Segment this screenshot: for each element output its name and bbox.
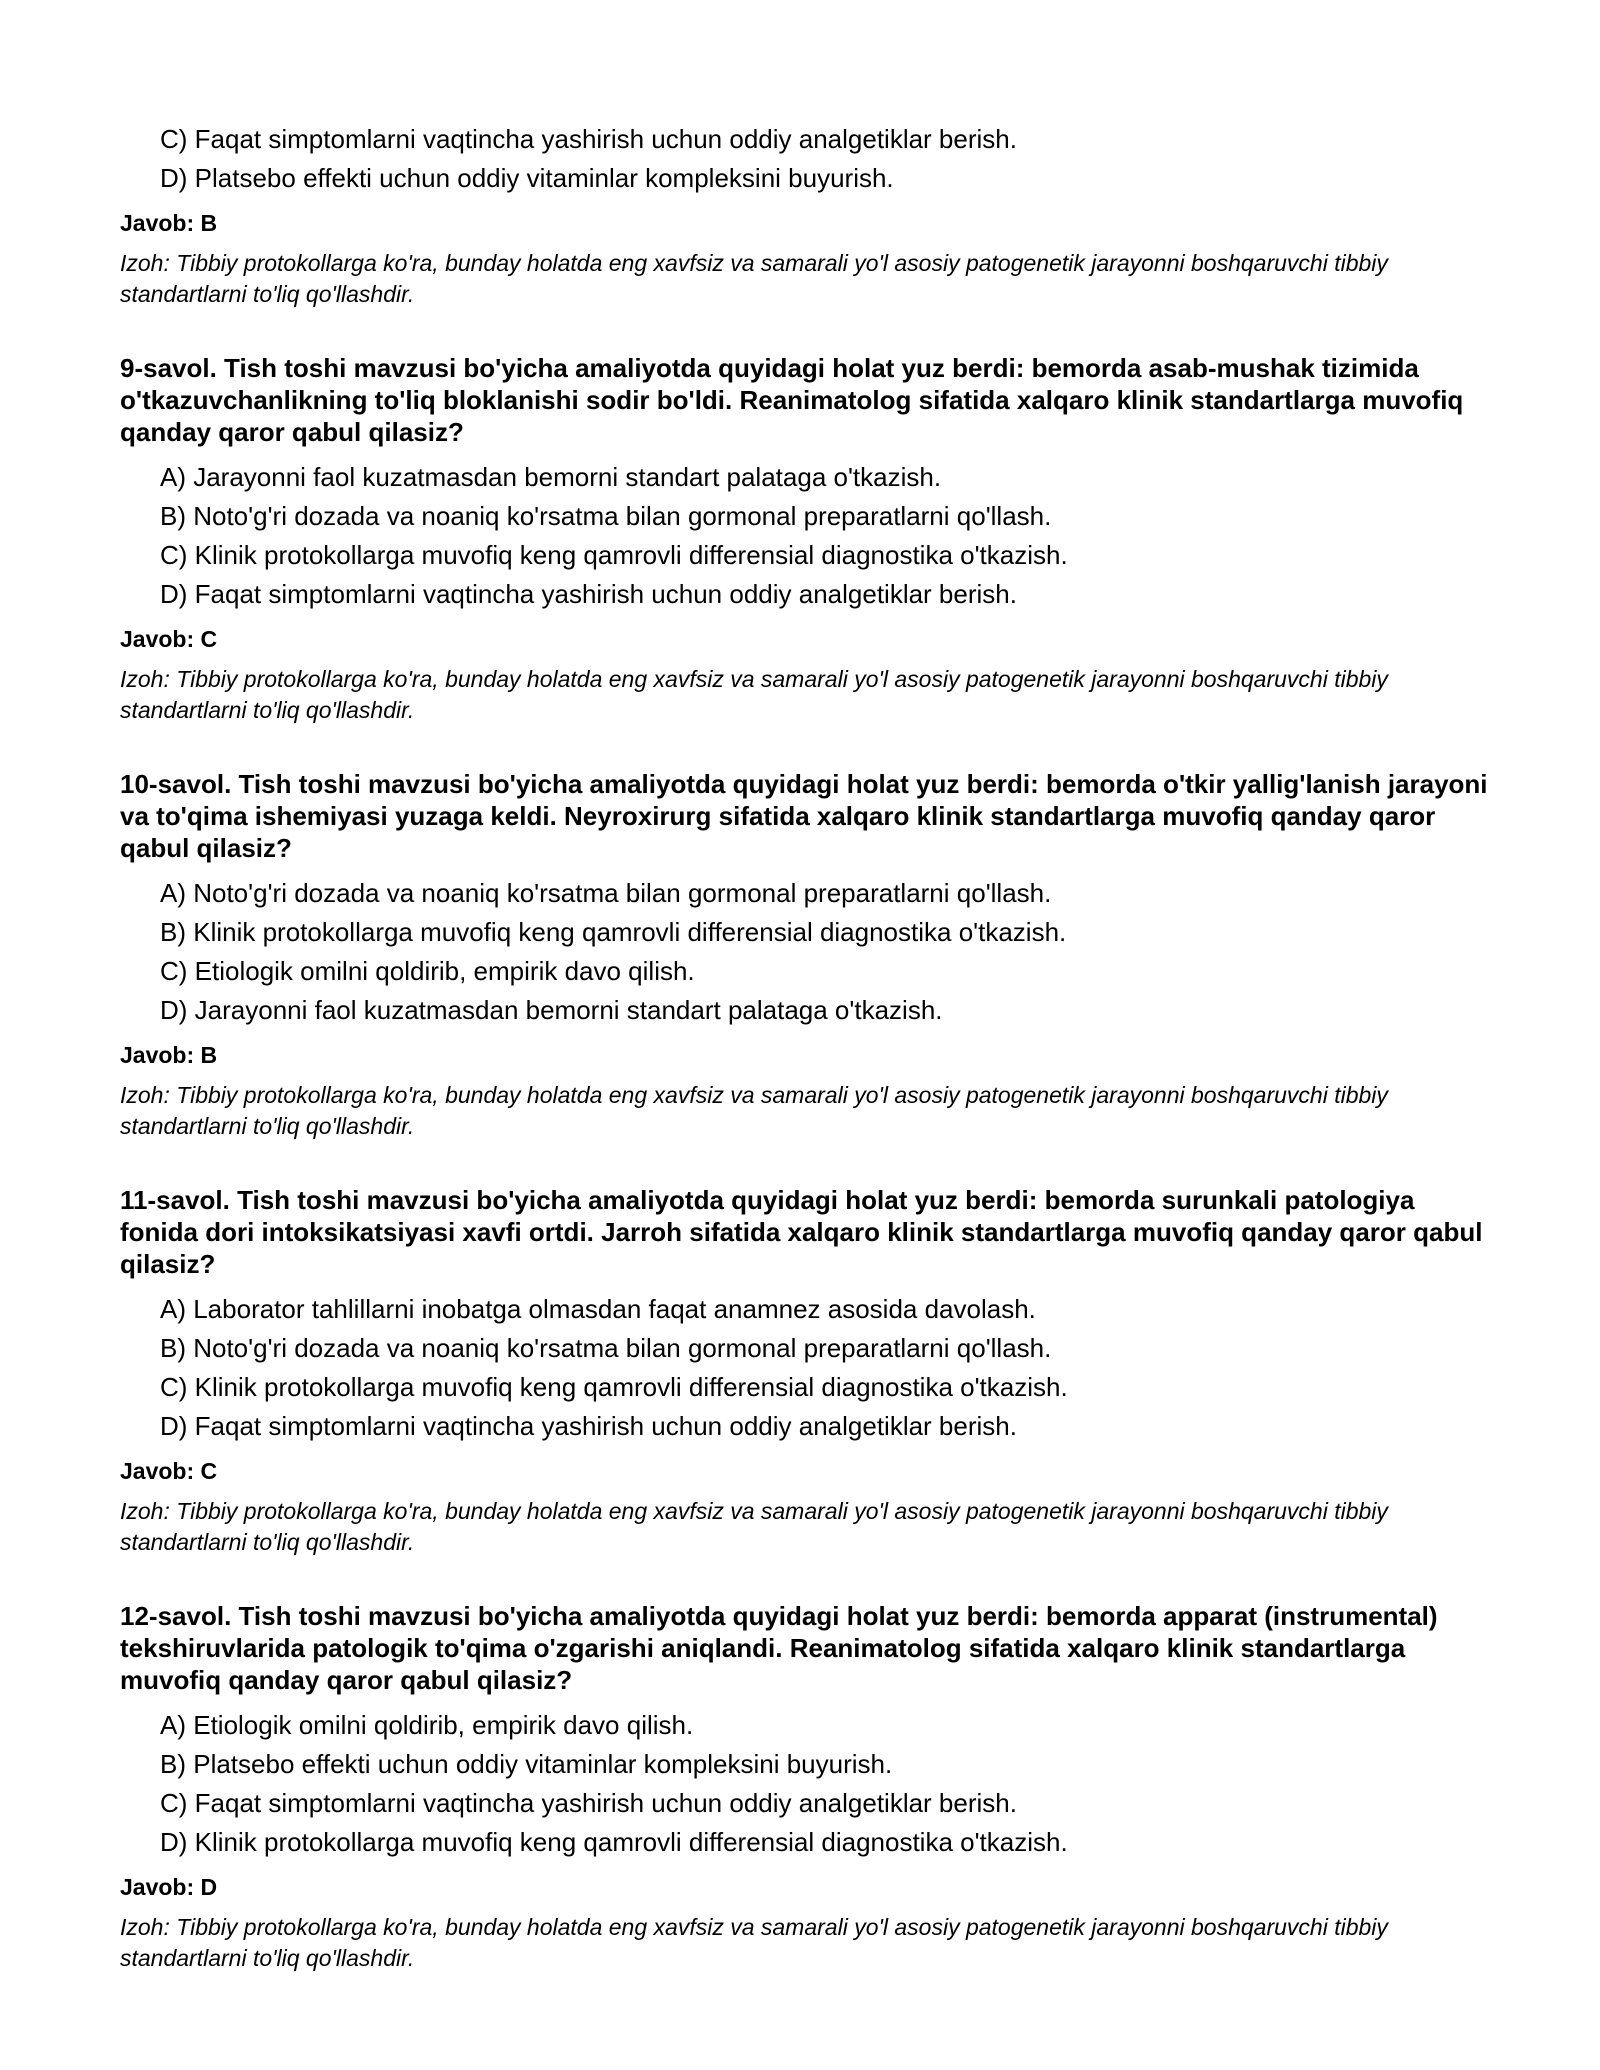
explanation-note: Izoh: Tibbiy protokollarga ko'ra, bunday holatda eng xavfsiz va samarali yo'l asosiy patogenetik jarayonni boshqaruvchi tibbiy standartlarni to'liq qo'llashdir.: [120, 1914, 1388, 1971]
option-d: D) Faqat simptomlarni vaqtincha yashirish uchun oddiy analgetiklar berish.: [160, 1411, 1017, 1441]
option-d: D) Klinik protokollarga muvofiq keng qamrovli differensial diagnostika o'tkazish.: [160, 1827, 1068, 1857]
option-c: C) Faqat simptomlarni vaqtincha yashirish uchun oddiy analgetiklar berish.: [160, 1788, 1017, 1818]
option-c: C) Faqat simptomlarni vaqtincha yashirish uchun oddiy analgetiklar berish.: [160, 124, 1017, 154]
question-text: 10-savol. Tish toshi mavzusi bo'yicha amaliyotda quyidagi holat yuz berdi: bemorda o'tkir yallig'lanish jarayoni va to'qima ishemiyasi yuzaga keldi. Neyroxirurg sifatida xalqaro klinik standartlarga muvofiq qanday qaror qabul qilasiz?: [120, 769, 1488, 863]
answer-label: Javob: C: [120, 626, 218, 652]
question-text: 9-savol. Tish toshi mavzusi bo'yicha amaliyotda quyidagi holat yuz berdi: bemorda asab-mushak tizimida o'tkazuvchanlikning to'liq bloklanishi sodir bo'ldi. Reanimatolog sifatida xalqaro klinik standartlarga muvofiq qanday qaror qabul qilasiz?: [120, 353, 1464, 447]
answer-label: Javob: D: [120, 1874, 218, 1900]
question-block-10: [120, 768, 1490, 1142]
option-b: B) Noto'g'ri dozada va noaniq ko'rsatma bilan gormonal preparatlarni qo'llash.: [160, 501, 1052, 531]
answer-label: Javob: B: [120, 210, 218, 236]
answer-label: Javob: C: [120, 1458, 218, 1484]
question-block-9: [120, 352, 1490, 726]
option-a: A) Jarayonni faol kuzatmasdan bemorni standart palataga o'tkazish.: [160, 462, 942, 492]
option-c: C) Klinik protokollarga muvofiq keng qamrovli differensial diagnostika o'tkazish.: [160, 540, 1068, 570]
answer-label: Javob: B: [120, 1042, 218, 1068]
option-a: A) Laborator tahlillarni inobatga olmasdan faqat anamnez asosida davolash.: [160, 1294, 1036, 1324]
option-b: B) Noto'g'ri dozada va noaniq ko'rsatma bilan gormonal preparatlarni qo'llash.: [160, 1333, 1052, 1363]
option-b: B) Klinik protokollarga muvofiq keng qamrovli differensial diagnostika o'tkazish.: [160, 917, 1067, 947]
option-d: D) Platsebo effekti uchun oddiy vitaminlar kompleksini buyurish.: [160, 163, 894, 193]
option-d: D) Faqat simptomlarni vaqtincha yashirish uchun oddiy analgetiklar berish.: [160, 579, 1017, 609]
explanation-note: Izoh: Tibbiy protokollarga ko'ra, bunday holatda eng xavfsiz va samarali yo'l asosiy patogenetik jarayonni boshqaruvchi tibbiy standartlarni to'liq qo'llashdir.: [120, 666, 1388, 723]
question-text: 12-savol. Tish toshi mavzusi bo'yicha amaliyotda quyidagi holat yuz berdi: bemorda apparat (instrumental) tekshiruvlarida patologik to'qima o'zgarishi aniqlandi. Reanimatolog sifatida xalqaro klinik standartlarga muvofiq qanday qaror qabul qilasiz?: [120, 1601, 1438, 1695]
explanation-note: Izoh: Tibbiy protokollarga ko'ra, bunday holatda eng xavfsiz va samarali yo'l asosiy patogenetik jarayonni boshqaruvchi tibbiy standartlarni to'liq qo'llashdir.: [120, 250, 1388, 307]
question-block-11: [120, 1184, 1490, 1558]
explanation-note: Izoh: Tibbiy protokollarga ko'ra, bunday holatda eng xavfsiz va samarali yo'l asosiy patogenetik jarayonni boshqaruvchi tibbiy standartlarni to'liq qo'llashdir.: [120, 1498, 1388, 1555]
option-a: A) Noto'g'ri dozada va noaniq ko'rsatma bilan gormonal preparatlarni qo'llash.: [160, 878, 1052, 908]
question-block-12: [120, 1600, 1490, 1974]
explanation-note: Izoh: Tibbiy protokollarga ko'ra, bunday holatda eng xavfsiz va samarali yo'l asosiy patogenetik jarayonni boshqaruvchi tibbiy standartlarni to'liq qo'llashdir.: [120, 1082, 1388, 1139]
question-text: 11-savol. Tish toshi mavzusi bo'yicha amaliyotda quyidagi holat yuz berdi: bemorda surunkali patologiya fonida dori intoksikatsiyasi xavfi ortdi. Jarroh sifatida xalqaro klinik standartlarga muvofiq qanday qaror qabul qilasiz?: [120, 1185, 1483, 1279]
option-b: B) Platsebo effekti uchun oddiy vitaminlar kompleksini buyurish.: [160, 1749, 893, 1779]
option-c: C) Klinik protokollarga muvofiq keng qamrovli differensial diagnostika o'tkazish.: [160, 1372, 1068, 1402]
continued-question-block: [120, 120, 1490, 310]
document-page: [120, 120, 1490, 1974]
option-d: D) Jarayonni faol kuzatmasdan bemorni standart palataga o'tkazish.: [160, 995, 943, 1025]
option-c: C) Etiologik omilni qoldirib, empirik davo qilish.: [160, 956, 695, 986]
option-a: A) Etiologik omilni qoldirib, empirik davo qilish.: [160, 1710, 694, 1740]
